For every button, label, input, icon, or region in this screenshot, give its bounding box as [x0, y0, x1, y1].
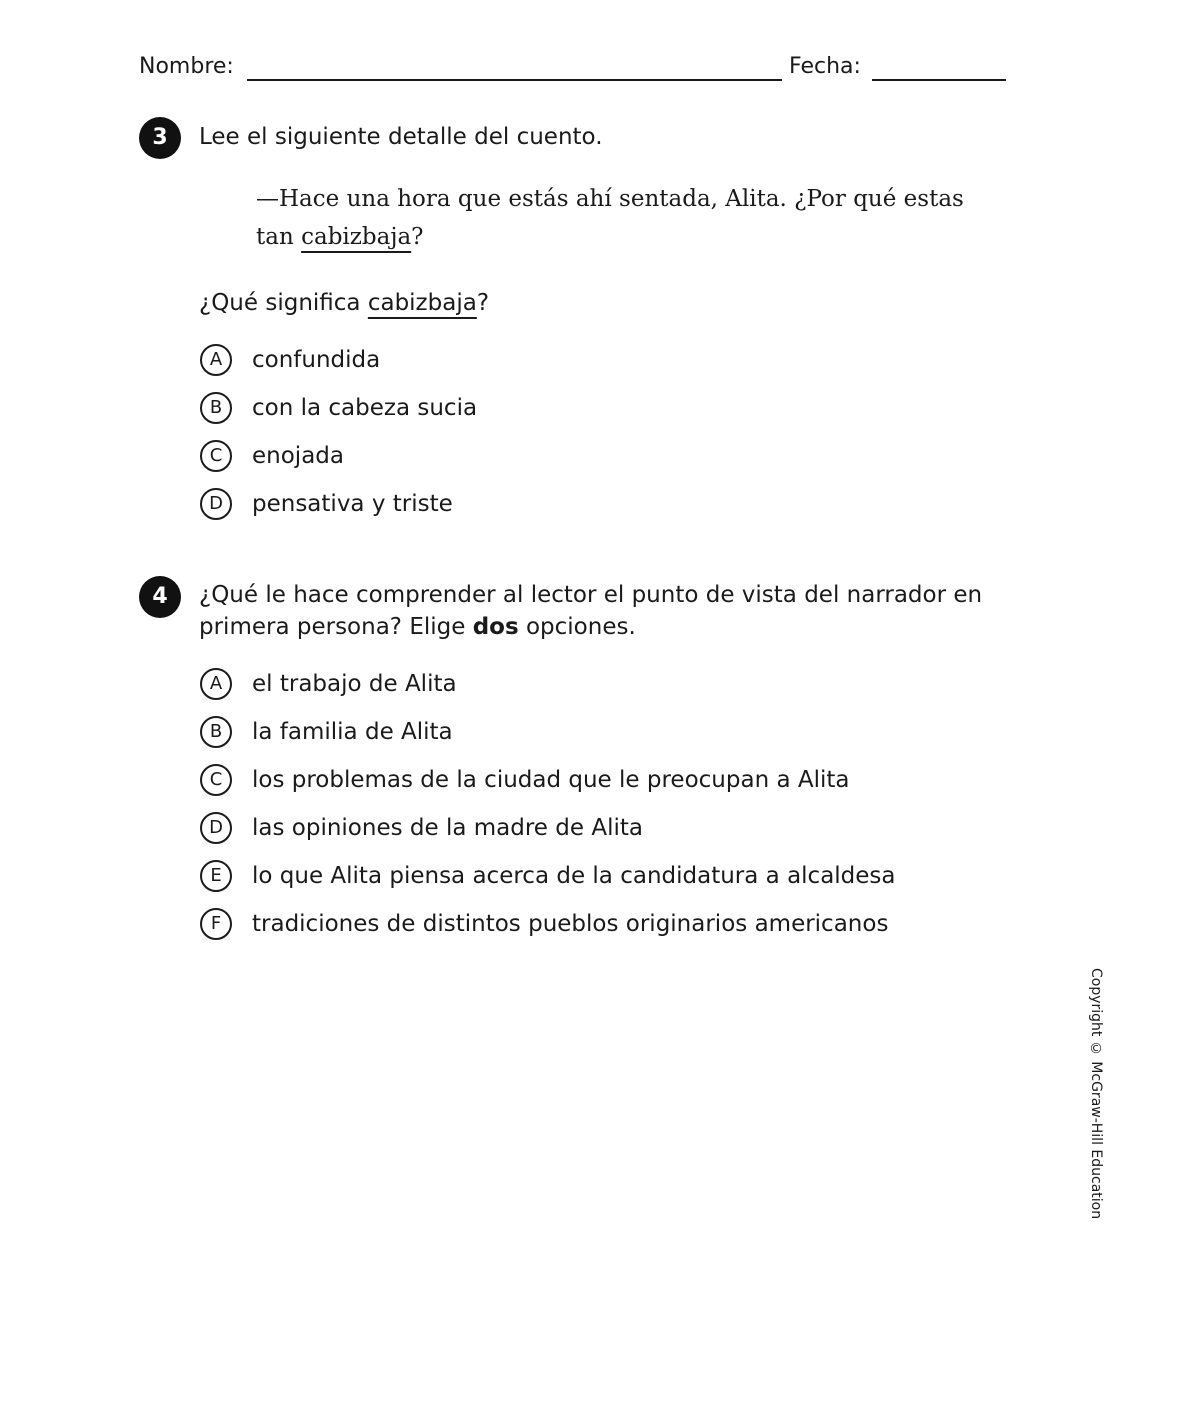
date-label: Fecha: [789, 54, 861, 79]
answer-text: los problemas de la ciudad que le preocupan a Alita [252, 767, 850, 793]
answer-bubble[interactable]: C [200, 764, 232, 796]
question-3-options [200, 336, 477, 528]
answer-option-c[interactable] [200, 432, 477, 480]
prompt-bold-word: dos [472, 614, 519, 640]
answer-bubble[interactable]: E [200, 860, 232, 892]
question-4-options [200, 660, 896, 948]
answer-bubble[interactable]: A [200, 344, 232, 376]
answer-option-c[interactable] [200, 756, 896, 804]
answer-option-a[interactable] [200, 336, 477, 384]
header [139, 52, 1009, 86]
answer-bubble[interactable]: F [200, 908, 232, 940]
copyright-notice: Copyright © McGraw-Hill Education [1088, 968, 1104, 1220]
answer-option-d[interactable] [200, 480, 477, 528]
prompt-text: primera persona? Elige [199, 614, 473, 640]
answer-option-e[interactable] [200, 852, 896, 900]
answer-bubble[interactable]: B [200, 716, 232, 748]
question-3-prompt: Lee el siguiente detalle del cuento. [199, 124, 603, 150]
question-4-prompt-line-1: ¿Qué le hace comprender al lector el punto de vista del narrador en [199, 582, 983, 608]
question-3-number: 3 [139, 117, 181, 159]
name-label: Nombre: [139, 54, 234, 79]
answer-text: el trabajo de Alita [252, 671, 457, 697]
name-field[interactable] [247, 79, 782, 81]
answer-bubble[interactable]: D [200, 488, 232, 520]
excerpt-text: tan [256, 224, 302, 250]
answer-text: confundida [252, 347, 381, 373]
answer-option-f[interactable] [200, 900, 896, 948]
date-field[interactable] [872, 79, 1006, 81]
answer-bubble[interactable]: C [200, 440, 232, 472]
question-4-number: 4 [139, 576, 181, 618]
excerpt-punctuation: ? [411, 224, 424, 250]
answer-bubble[interactable]: B [200, 392, 232, 424]
answer-text: con la cabeza sucia [252, 395, 478, 421]
prompt-text: opciones. [518, 614, 636, 640]
answer-text: las opiniones de la madre de Alita [252, 815, 643, 841]
answer-text: enojada [252, 443, 344, 469]
answer-option-b[interactable] [200, 708, 896, 756]
stem-text: ¿Qué significa [199, 290, 368, 316]
story-excerpt [256, 180, 996, 256]
answer-bubble[interactable]: A [200, 668, 232, 700]
question-4-prompt-line-2 [199, 614, 636, 640]
excerpt-underlined-word: cabizbaja [301, 224, 412, 250]
excerpt-line-2 [256, 218, 996, 256]
answer-option-d[interactable] [200, 804, 896, 852]
answer-text: la familia de Alita [252, 719, 453, 745]
stem-punctuation: ? [476, 290, 490, 316]
answer-text: lo que Alita piensa acerca de la candidatura a alcaldesa [252, 863, 896, 889]
question-3-stem [199, 290, 489, 316]
stem-underlined-word: cabizbaja [367, 290, 477, 316]
excerpt-line-1: —Hace una hora que estás ahí sentada, Alita. ¿Por qué estas [256, 186, 964, 212]
answer-option-b[interactable] [200, 384, 477, 432]
answer-bubble[interactable]: D [200, 812, 232, 844]
answer-option-a[interactable] [200, 660, 896, 708]
answer-text: pensativa y triste [252, 491, 453, 517]
answer-text: tradiciones de distintos pueblos originarios americanos [252, 911, 889, 937]
